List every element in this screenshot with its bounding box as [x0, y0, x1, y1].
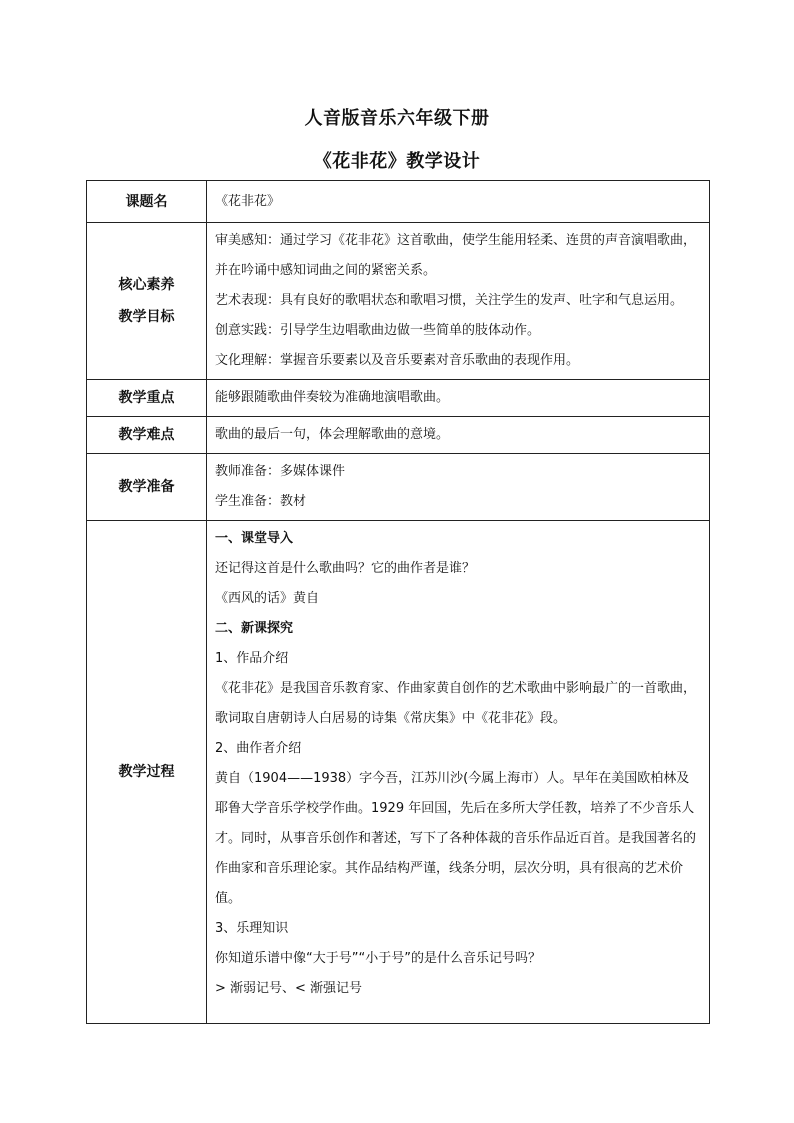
goal-creative: 创意实践：引导学生边唱歌曲边做一些简单的肢体动作。 — [215, 323, 541, 338]
row-process — [87, 521, 710, 1024]
difficulties-value: 歌曲的最后一句，体会理解歌曲的意境。 — [207, 417, 710, 454]
section-intro-heading: 一、课堂导入 — [215, 531, 294, 546]
preparation-content — [207, 454, 710, 521]
lesson-plan-table — [86, 180, 710, 1024]
goals-label-line2: 教学目标 — [118, 309, 175, 325]
process-content — [207, 521, 710, 1024]
theory-answer: > 渐弱记号、< 渐强记号 — [215, 981, 363, 996]
difficulties-label: 教学难点 — [87, 417, 207, 454]
key-points-value: 能够跟随歌曲伴奏较为准确地演唱歌曲。 — [207, 380, 710, 417]
work-intro-text: 《花非花》是我国音乐教育家、作曲家黄自创作的艺术歌曲中影响最广的一首歌曲，歌词取自唐朝诗人白居易的诗集《常庆集》中《花非花》段。 — [215, 681, 697, 726]
section-explore-heading: 二、新课探究 — [215, 621, 294, 636]
goals-label-line1: 核心素养 — [118, 277, 175, 293]
work-intro-heading: 1、作品介绍 — [215, 651, 289, 666]
composer-intro-heading: 2、曲作者介绍 — [215, 741, 302, 756]
row-key-points — [87, 380, 710, 417]
row-difficulties — [87, 417, 710, 454]
topic-value: 《花非花》 — [207, 181, 710, 223]
row-goals — [87, 223, 710, 380]
document-subtitle: 《花非花》教学设计 — [313, 151, 481, 172]
composer-intro-text: 黄自（1904——1938）字今吾，江苏川沙(今属上海市）人。早年在美国欧柏林及耶鲁大学音乐学校学作曲。1929 年回国，先后在多所大学任教，培养了不少音乐人才。同时，从事音乐创作和著述，写下了各种体裁的音乐作品近百首。是我国著名的作曲家和音乐理论家。其作品结构严谨，线条分明，层次分明，具有很高的艺术价值。 — [215, 771, 697, 906]
goals-label — [87, 223, 207, 380]
goal-artistic: 艺术表现：具有良好的歌唱状态和歌唱习惯，关注学生的发声、吐字和气息运用。 — [215, 293, 684, 308]
process-label: 教学过程 — [87, 521, 207, 1024]
theory-heading: 3、乐理知识 — [215, 921, 289, 936]
row-topic — [87, 181, 710, 223]
teacher-preparation: 教师准备：多媒体课件 — [215, 464, 346, 479]
key-points-label: 教学重点 — [87, 380, 207, 417]
preparation-label: 教学准备 — [87, 454, 207, 521]
intro-answer: 《西风的话》黄自 — [215, 591, 320, 606]
goal-cultural: 文化理解：掌握音乐要素以及音乐要素对音乐歌曲的表现作用。 — [215, 353, 580, 368]
student-preparation: 学生准备：教材 — [215, 494, 307, 509]
goal-aesthetic: 审美感知：通过学习《花非花》这首歌曲，使学生能用轻柔、连贯的声音演唱歌曲，并在吟诵中感知词曲之间的紧密关系。 — [215, 233, 697, 278]
theory-question: 你知道乐谱中像“大于号”“小于号”的是什么音乐记号吗？ — [215, 951, 541, 966]
row-preparation — [87, 454, 710, 521]
goals-content — [207, 223, 710, 380]
document-title: 人音版音乐六年级下册 — [304, 108, 490, 129]
topic-label: 课题名 — [87, 181, 207, 223]
intro-question: 还记得这首是什么歌曲吗？它的曲作者是谁？ — [215, 561, 476, 576]
